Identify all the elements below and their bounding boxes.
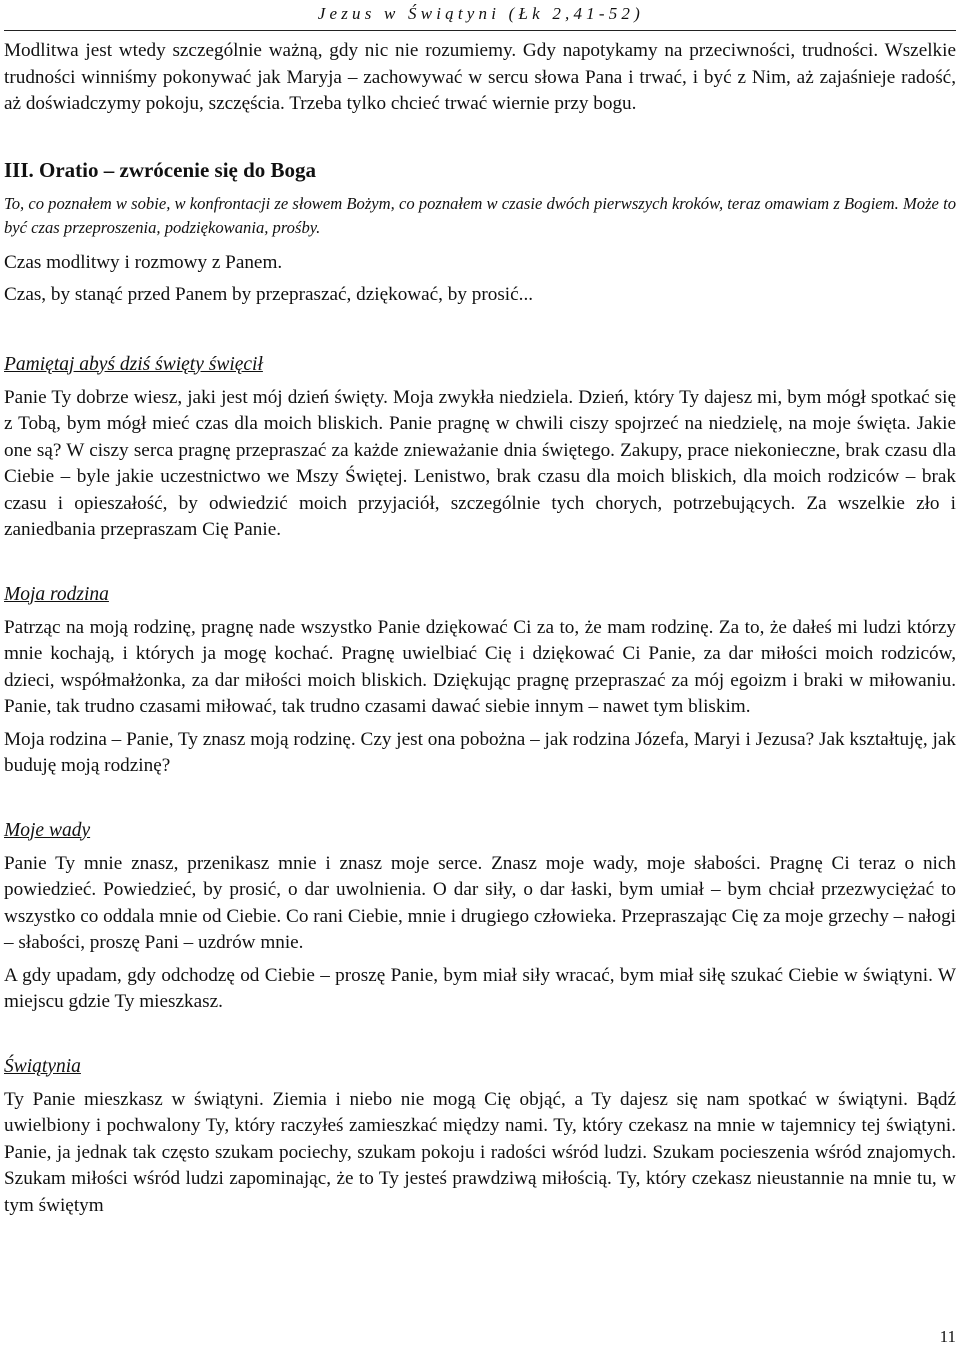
subheading-my-faults: Moje wady: [4, 819, 91, 841]
paragraph-family-thanks: Patrząc na moją rodzinę, pragnę nade wszystko Panie dziękować Ci za to, że mam rodzinę. Za to, że dałeś mi ludzi którzy mnie kochają, i których ja mogę kochać. Pragnę uwielbiać Cię i dziękować Ci Panie, za dar miłości moich rodziców, dzieci, współmałżonka, za dar miłości moich bliskich. Dziękując pragnę przepraszać za mój egoizm i braki w miłowaniu. Panie, tak trudno czasami miłować, tak trudno czasami dawać siebie innym – nawet tym bliskim.: [4, 616, 956, 717]
paragraph-stand-before-lord: Czas, by stanąć przed Panem by przepraszać, dziękować, by prosić...: [4, 284, 534, 305]
subheading-holy-day: Pamiętaj abyś dziś święty święcił: [4, 353, 263, 375]
document-body: [4, 38, 956, 1219]
running-header: Jezus w Świątyni (Łk 2,41-52): [317, 4, 644, 23]
page-number: 11: [939, 1327, 956, 1346]
paragraph-temple: Ty Panie mieszkasz w świątyni. Ziemia i niebo nie mogą Cię objąć, a Ty dajesz się nam spotkać w świątyni. Bądź uwielbiony i pochwalony Ty, który raczyłeś zamieszkać między nami. Ty, który czekasz na mnie w tajemnicy tej świątyni. Panie, ja jednak tak często szukam pociechy, szukam pokoju i radości wśród ludzi. Szukam pocieszenia wśród znajomych. Szukam miłości wśród ludzi zapominając, że to Ty jesteś prawdziwą miłością. Ty, który czekasz nieustannie na mnie tu, w tym świętym: [4, 1088, 956, 1216]
subheading-temple: Świątynia: [4, 1055, 81, 1077]
paragraph-prayer-time: Czas modlitwy i rozmowy z Panem.: [4, 251, 283, 273]
header-rule: [4, 30, 956, 31]
section-intro-oratio: To, co poznałem w sobie, w konfrontacji ze słowem Bożym, co poznałem w czasie dwóch pierwszych kroków, teraz omawiam z Bogiem. Może to być czas przeproszenia, podziękowania, prośby.: [4, 193, 956, 237]
paragraph-family-question: Moja rodzina – Panie, Ty znasz moją rodzinę. Czy jest ona pobożna – jak rodzina Józefa, Maryi i Jezusa? Jak kształtuję, jak buduję moją rodzinę?: [4, 728, 956, 776]
paragraph-prayer-difficulties: Modlitwa jest wtedy szczególnie ważną, gdy nic nie rozumiemy. Gdy napotykamy na przeciwności, trudności. Wszelkie trudności winniśmy pokonywać jak Maryja – zachowywać w sercu słowa Pana i trwać, i być z Nim, aż zajaśnieje radość, aż doświadczymy pokoju, szczęścia. Trzeba tylko chcieć trwać wiernie przy bogu.: [4, 40, 956, 114]
paragraph-return: A gdy upadam, gdy odchodzę od Ciebie – proszę Panie, bym miał siły wracać, bym miał siłę szukać Ciebie w świątyni. W miejscu gdzie Ty mieszkasz.: [4, 964, 956, 1012]
section-heading-oratio: III. Oratio – zwrócenie się do Boga: [4, 157, 317, 182]
paragraph-holy-day: Panie Ty dobrze wiesz, jaki jest mój dzień święty. Moja zwykła niedziela. Dzień, który Ty dajesz mi, bym mógł spotkać się z Tobą, bym mógł mieć czas dla moich bliskich. Panie pragnę w chwili ciszy spojrzeć na niedzielę, na moje święta. Jakie one są? W ciszy serca pragnę przepraszać za każde znieważanie dnia świętego. Zakupy, prace niekonieczne, brak czasu dla Ciebie – byle jakie uczestnictwo we Mszy Świętej. Lenistwo, brak czasu dla moich bliskich, dla moich rodziców – brak czasu i opieszałość, by odwiedzić moich przyjaciół, szczególnie tych chorych, potrzebujących. Za wszelkie zło i zaniedbania przepraszam Cię Panie.: [4, 386, 956, 540]
subheading-my-family: Moja rodzina: [4, 583, 109, 605]
paragraph-faults: Panie Ty mnie znasz, przenikasz mnie i znasz moje serce. Znasz moje wady, moje słabości. Pragnę Ci teraz o nich powiedzieć. Powiedzieć, by prosić, o dar uwolnienia. O dar siły, o dar łaski, bym umiał – bym chciał przezwyciężać to wszystko co oddala mnie od Ciebie. Co rani Ciebie, mnie i drugiego człowieka. Przepraszając Cię za moje grzechy – nałogi – słabości, proszę Pani – uzdrów mnie.: [4, 852, 956, 953]
